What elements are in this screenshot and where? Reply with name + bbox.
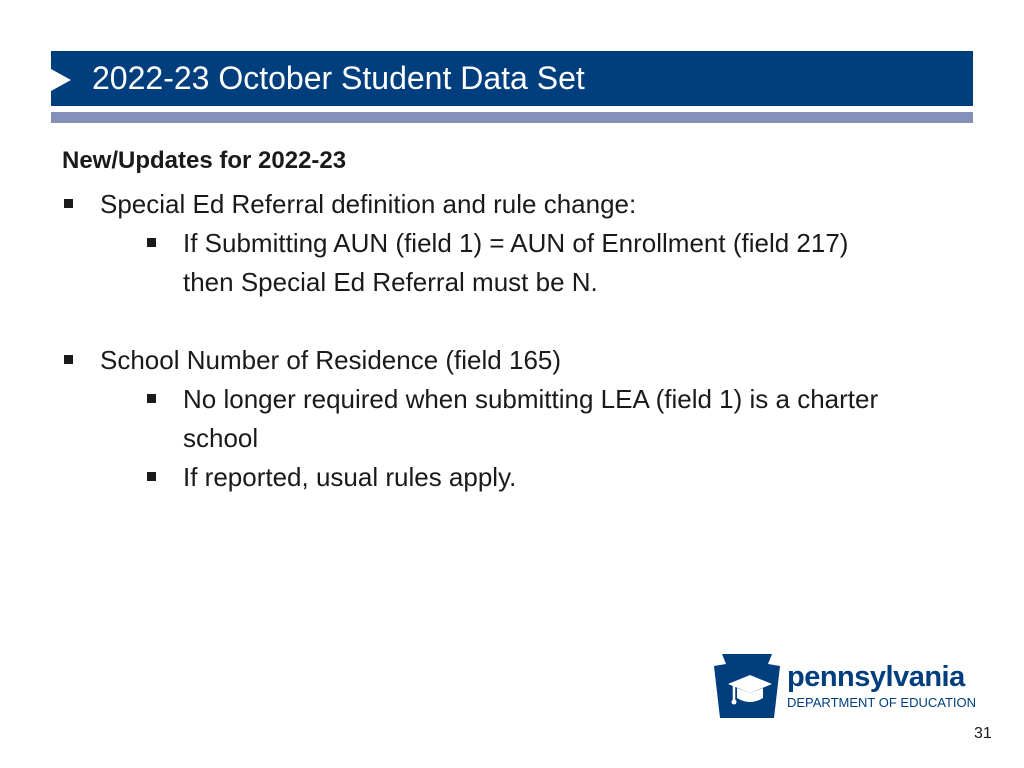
logo-wordmark: pennsylvania <box>787 661 965 693</box>
bullet-text: Special Ed Referral definition and rule change: <box>100 189 637 219</box>
sub-bullet-text-continued: school <box>183 423 259 453</box>
logo-department: DEPARTMENT OF EDUCATION <box>787 695 976 710</box>
bullet-square-icon <box>64 199 73 208</box>
title-divider <box>51 112 973 123</box>
sub-bullet-text: If Submitting AUN (field 1) = AUN of Enrollment (field 217) <box>183 228 849 258</box>
slide-title: 2022-23 October Student Data Set <box>92 60 585 96</box>
bullet-text: School Number of Residence (field 165) <box>100 345 562 375</box>
section-heading: New/Updates for 2022-23 <box>62 147 347 174</box>
sub-bullet-text-continued: then Special Ed Referral must be N. <box>183 267 598 297</box>
sub-bullet-square-icon <box>147 238 156 247</box>
sub-bullet-square-icon <box>147 394 156 403</box>
sub-bullet-square-icon <box>147 472 156 481</box>
keystone-graduation-cap-icon <box>714 654 780 718</box>
sub-bullet-text: No longer required when submitting LEA (field 1) is a charter <box>183 384 879 414</box>
bullet-square-icon <box>64 355 73 364</box>
title-arrow-icon <box>51 69 71 91</box>
sub-bullet-text: If reported, usual rules apply. <box>183 462 517 492</box>
page-number: 31 <box>974 725 992 742</box>
